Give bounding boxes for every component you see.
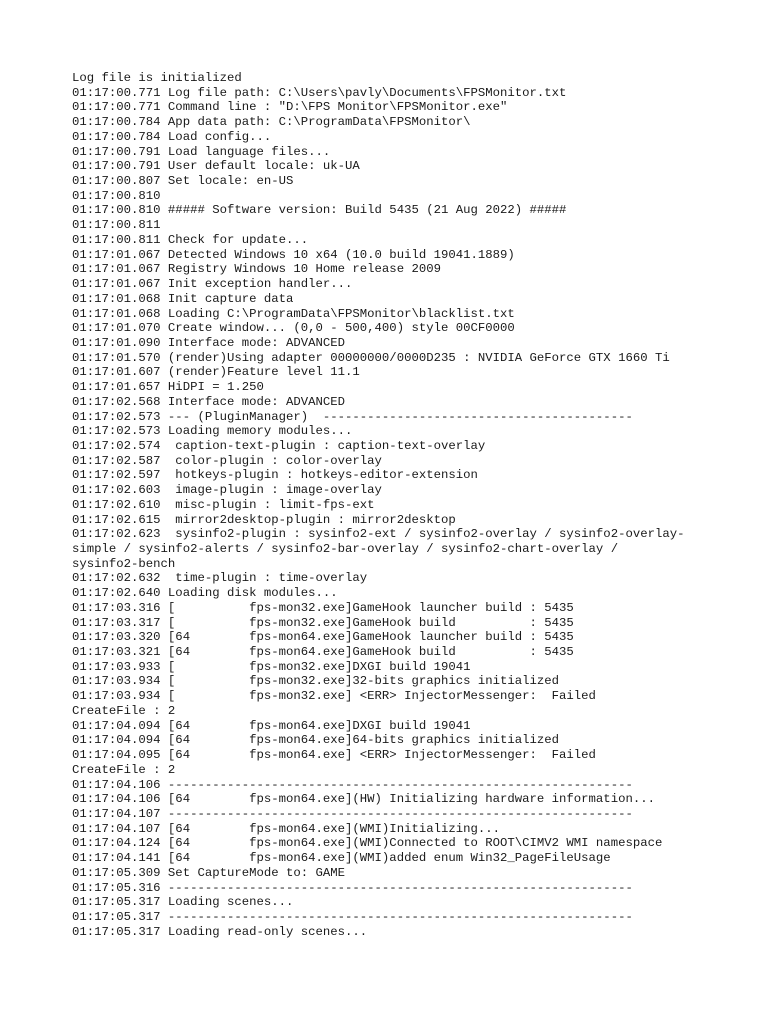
log-line: 01:17:01.068 Loading C:\ProgramData\FPSMonitor\blacklist.txt [72,306,515,321]
log-line: 01:17:01.067 Registry Windows 10 Home release 2009 [72,262,441,277]
log-line: 01:17:05.317 Loading read-only scenes... [72,924,368,939]
log-line: 01:17:02.610 misc-plugin : limit-fps-ext [72,497,375,512]
log-document [72,71,712,939]
log-line: 01:17:04.107 [64 fps-mon64.exe](WMI)Initializing... [72,821,501,836]
log-line: 01:17:03.934 [ fps-mon32.exe]32-bits graphics initialized [72,674,560,689]
log-line: 01:17:00.807 Set locale: en-US [72,174,294,189]
log-line: 01:17:01.067 Init exception handler... [72,277,353,292]
log-line: 01:17:00.791 User default locale: uk-UA [72,159,360,174]
log-line: 01:17:03.316 [ fps-mon32.exe]GameHook launcher build : 5435 [72,600,574,615]
log-line: 01:17:04.106 [64 fps-mon64.exe](HW) Initializing hardware information... [72,792,655,807]
log-line: 01:17:04.141 [64 fps-mon64.exe](WMI)added enum Win32_PageFileUsage [72,851,611,866]
log-line: Log file is initialized [72,71,242,85]
log-line: 01:17:03.321 [64 fps-mon64.exe]GameHook build : 5435 [72,645,574,660]
log-line: 01:17:02.623 sysinfo2-plugin : sysinfo2-ext / sysinfo2-overlay / sysinfo2-overlay- [72,527,685,542]
log-line: 01:17:02.587 color-plugin : color-overlay [72,453,382,468]
log-line: 01:17:01.570 (render)Using adapter 00000000/0000D235 : NVIDIA GeForce GTX 1660 Ti [72,350,670,365]
log-line: 01:17:05.316 --------------------------------------------------------------- [72,880,633,895]
log-line: CreateFile : 2 [72,762,176,777]
log-line: 01:17:00.771 Command line : "D:\FPS Monitor\FPSMonitor.exe" [72,100,508,115]
log-line: 01:17:01.657 HiDPI = 1.250 [72,380,264,395]
log-line: 01:17:04.094 [64 fps-mon64.exe]DXGI build 19041 [72,718,471,733]
log-line: 01:17:00.771 Log file path: C:\Users\pavly\Documents\FPSMonitor.txt [72,85,567,100]
log-line: 01:17:00.784 App data path: C:\ProgramData\FPSMonitor\ [72,115,471,130]
log-line: 01:17:05.317 --------------------------------------------------------------- [72,909,633,924]
log-line: 01:17:02.597 hotkeys-plugin : hotkeys-editor-extension [72,468,478,483]
log-line: 01:17:02.574 caption-text-plugin : caption-text-overlay [72,438,486,453]
log-line: 01:17:04.124 [64 fps-mon64.exe](WMI)Connected to ROOT\CIMV2 WMI namespace [72,836,663,851]
log-line: 01:17:01.607 (render)Feature level 11.1 [72,365,360,380]
log-line: 01:17:02.632 time-plugin : time-overlay [72,571,368,586]
log-line: simple / sysinfo2-alerts / sysinfo2-bar-overlay / sysinfo2-chart-overlay / [72,542,619,556]
log-line: 01:17:02.640 Loading disk modules... [72,586,338,601]
log-line: 01:17:01.090 Interface mode: ADVANCED [72,335,346,350]
log-line: 01:17:02.615 mirror2desktop-plugin : mirror2desktop [72,512,456,527]
log-line: 01:17:03.934 [ fps-mon32.exe] <ERR> InjectorMessenger: Failed [72,689,596,704]
log-line: 01:17:05.317 Loading scenes... [72,895,294,910]
log-line: 01:17:05.309 Set CaptureMode to: GAME [72,865,346,880]
log-line: 01:17:04.094 [64 fps-mon64.exe]64-bits graphics initialized [72,733,560,748]
log-line: sysinfo2-bench [72,556,176,571]
log-line: 01:17:04.107 --------------------------------------------------------------- [72,806,633,821]
log-line: 01:17:00.791 Load language files... [72,144,331,159]
log-lines [72,71,712,939]
log-line: 01:17:03.317 [ fps-mon32.exe]GameHook build : 5435 [72,615,574,630]
log-line: 01:17:04.106 --------------------------------------------------------------- [72,777,633,792]
log-line: 01:17:02.573 Loading memory modules... [72,424,353,439]
log-line: 01:17:00.811 [72,218,161,233]
log-line: 01:17:01.070 Create window... (0,0 - 500,400) style 00CF0000 [72,321,515,336]
log-line: 01:17:03.933 [ fps-mon32.exe]DXGI build 19041 [72,659,471,674]
log-line: 01:17:01.067 Detected Windows 10 x64 (10.0 build 19041.1889) [72,247,515,262]
log-line: 01:17:00.810 [72,188,161,203]
log-line: CreateFile : 2 [72,703,176,718]
log-line: 01:17:01.068 Init capture data [72,291,294,306]
log-line: 01:17:02.573 --- (PluginManager) ------------------------------------------ [72,409,633,424]
log-line: 01:17:00.784 Load config... [72,129,272,144]
log-line: 01:17:00.810 ##### Software version: Build 5435 (21 Aug 2022) ##### [72,203,567,218]
log-line: 01:17:00.811 Check for update... [72,232,309,247]
log-line: 01:17:02.568 Interface mode: ADVANCED [72,394,346,409]
log-line: 01:17:04.095 [64 fps-mon64.exe] <ERR> InjectorMessenger: Failed [72,748,596,763]
log-line: 01:17:03.320 [64 fps-mon64.exe]GameHook launcher build : 5435 [72,630,574,645]
log-line: 01:17:02.603 image-plugin : image-overlay [72,483,382,498]
